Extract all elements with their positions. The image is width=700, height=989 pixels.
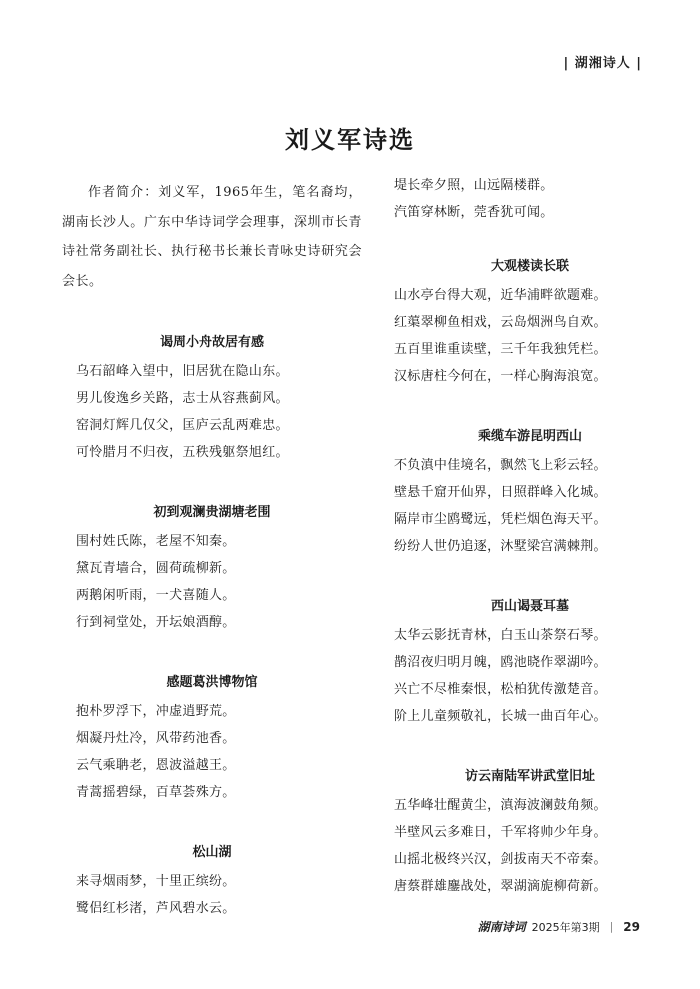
poem-title: 松山湖 <box>192 845 232 860</box>
poem <box>380 252 680 390</box>
poem-title: 谒周小舟故居有感 <box>159 335 264 350</box>
poem-title: 乘缆车游昆明西山 <box>477 429 582 444</box>
poem-title: 初到观澜贵湖塘老围 <box>153 505 271 520</box>
poem-line: 可怜腊月不归夜，五秩残躯祭旭红。 <box>76 445 289 460</box>
poem-line: 男儿俊逸乡关路，志士从容燕蓟风。 <box>76 391 289 406</box>
poem <box>62 328 362 466</box>
left-column <box>62 178 362 922</box>
poem-line: 青蒿摇碧绿，百草荟殊方。 <box>76 785 236 800</box>
poem-title: 西山谒聂耳墓 <box>490 599 569 614</box>
poem-title: 感题葛洪博物馆 <box>166 675 258 690</box>
left-poems <box>62 328 362 922</box>
footer-divider: | <box>609 920 614 933</box>
poem-line: 阶上儿童频敬礼，长城一曲百年心。 <box>394 709 607 724</box>
poem <box>380 592 680 730</box>
poem-line: 烟凝丹灶冷，风带药池香。 <box>76 731 236 746</box>
poem-line: 窑洞灯辉几仅父，匡庐云乱两难忠。 <box>76 418 289 433</box>
poem-line: 兴亡不尽椎秦恨，松柏犹传激楚音。 <box>394 682 607 697</box>
poem-line: 五百里谁重读壁，三千年我独凭栏。 <box>394 342 607 357</box>
issue-label: 2025年第3期 <box>531 920 600 934</box>
poem-line: 唐蔡群雄鏖战处，翠湖滴旎柳荷新。 <box>394 879 607 894</box>
poem-line: 不负滇中佳境名，飘然飞上彩云轻。 <box>394 458 607 473</box>
journal-name: 湖南诗词 <box>477 920 526 934</box>
poem-line: 鹊沼夜归明月魄，鸥池晓作翠湖吟。 <box>394 655 607 670</box>
poem-line: 半壁风云多难日，千军将帅少年身。 <box>394 825 607 840</box>
poem-line: 红蕖翠柳鱼相戏，云岛烟洲鸟自欢。 <box>394 315 607 330</box>
poem <box>380 422 680 560</box>
poem-title: 访云南陆军讲武堂旧址 <box>464 769 595 784</box>
poem-line: 汉标唐柱今何在，一样心胸海浪宽。 <box>394 369 607 384</box>
author-intro: 作者简介：刘义军，1965年生，笔名裔均，湖南长沙人。广东中华诗词学会理事，深圳市长青诗社常务副社长、执行秘书长兼长青咏史诗研究会会长。 <box>62 185 362 289</box>
poem-line: 山水亭台得大观，近华浦畔欲题难。 <box>394 288 607 303</box>
page-number: 29 <box>623 919 640 934</box>
poem-line: 乌石韶峰入望中，旧居犹在隐山东。 <box>76 364 289 379</box>
poem-line: 山摇北极终兴汉，剑拔南天不帝秦。 <box>394 852 607 867</box>
poem-line: 黛瓦青墙合，圆荷疏柳新。 <box>76 561 236 576</box>
poem-line: 鹭侣红杉渚，芦风碧水云。 <box>76 901 236 916</box>
poem <box>62 668 362 806</box>
poem-line: 汽笛穿林断，莞香犹可闻。 <box>394 205 554 220</box>
poem <box>380 762 680 900</box>
page-title: 刘义军诗选 <box>285 125 415 154</box>
poem <box>62 838 362 922</box>
poem-line: 行到祠堂处，开坛娘酒醇。 <box>76 615 236 630</box>
poem-line: 壁悬千窟开仙界，日照群峰入化城。 <box>394 485 607 500</box>
poem <box>62 498 362 636</box>
poem-title: 大观楼读长联 <box>490 259 569 274</box>
poem-line: 围村姓氏陈，老屋不知秦。 <box>76 534 236 549</box>
poem-line: 纷纷人世仍追逐，沐墅梁宫满棘荆。 <box>394 539 607 554</box>
poem-line: 来寻烟雨梦，十里正缤纷。 <box>76 874 236 889</box>
poem-line: 堤长牵夕照，山远隔楼群。 <box>394 178 554 193</box>
footer <box>478 918 640 935</box>
right-poems <box>380 252 680 900</box>
poem-line: 抱朴罗浮下，冲虚逍野荒。 <box>76 704 236 719</box>
poem-line: 云气乘聃老，恩波溢越王。 <box>76 758 236 773</box>
right-column <box>380 178 680 900</box>
poem-line: 隔岸市尘鸥鹭远，凭栏烟色海天平。 <box>394 512 607 527</box>
poem-line: 五华峰壮醒黄尘，滇海波澜鼓角频。 <box>394 798 607 813</box>
section-tag: | 湖湘诗人 | <box>563 56 642 71</box>
poem-line: 太华云影抚青林，白玉山茶祭石琴。 <box>394 628 607 643</box>
poem-continuation <box>380 172 680 226</box>
poem-line: 两鹅闲听雨，一犬喜随人。 <box>76 588 236 603</box>
